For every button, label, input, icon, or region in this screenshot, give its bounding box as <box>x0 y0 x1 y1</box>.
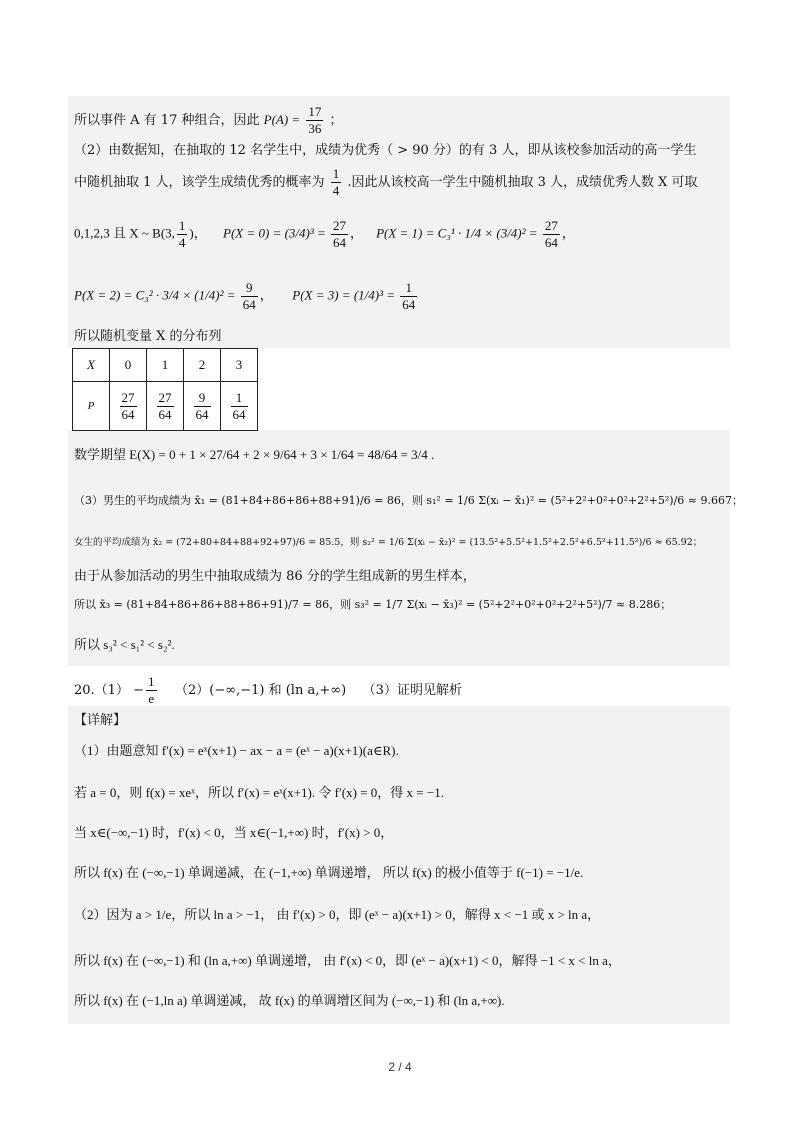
p2-value <box>241 280 258 313</box>
distribution-table <box>72 348 258 431</box>
table-cell <box>184 382 221 431</box>
table-cell: 3 <box>221 349 258 382</box>
p0-value <box>331 218 348 251</box>
text: A 有 17 种组合，因此 <box>130 113 260 128</box>
sec2-line2: 若 a = 0，则 f(x) = xeˣ，所以 f′(x) = eˣ(x+1). 令 f′(x) = 0，得 x = −1. <box>74 785 444 800</box>
denominator: 4 <box>332 183 340 198</box>
sec2-line6: 所以 f(x) 在 (−∞,−1) 和 (ln a,+∞) 单调递增， 由 f′(x) < 0，即 (eˣ − a)(x+1) < 0，解得 −1 < x < ln a， <box>74 953 621 968</box>
sec2-line3: 当 x∈(−∞,−1) 时，f′(x) < 0，当 x∈(−1,+∞) 时，f′(x) > 0， <box>74 825 394 840</box>
numerator: 1 <box>332 166 340 181</box>
table-cell <box>147 382 184 431</box>
part2-line1: （2）由数据知，在抽取的 12 名学生中，成绩为优秀（ > 90 分）的有 3 人，即从该校参加活动的高一学生 <box>74 143 697 158</box>
numerator: 27 <box>158 389 172 405</box>
part3-line3: 由于从参加活动的男生中抽取成绩为 86 分的学生组成新的男生样本， <box>74 569 476 584</box>
detail-heading: 【详解】 <box>74 713 127 728</box>
denominator: 36 <box>308 121 322 136</box>
denominator: 64 <box>158 406 172 422</box>
part2-line2 <box>74 166 698 199</box>
text: )， <box>189 225 207 241</box>
p1-label: P(X = 1) = C₃¹ · 1/4 × (3/4)² = <box>376 225 538 241</box>
part3-line1: （3）男生的平均成绩为 x̄₁ = (81+84+86+86+88+91)/6 = 86，则 s₁² = 1/6 Σ(xᵢ − x̄₁)² = (5²+2²+0²+0²+2²+5²)/6 ≈ 9.667； <box>74 494 743 507</box>
p1-value <box>543 218 560 251</box>
denominator: 64 <box>242 297 256 312</box>
sec2-line7: 所以 f(x) 在 (−1,ln a) 单调递减， 故 f(x) 的单调增区间为 (−∞,−1) 和 (ln a,+∞). <box>74 993 505 1008</box>
answer2: （2）(−∞,−1) 和 (ln a,+∞) <box>175 683 347 698</box>
numerator: 9 <box>194 390 211 407</box>
text: 中随机抽取 1 人，该学生成绩优秀的概率为 <box>74 175 325 190</box>
table-cell <box>110 382 147 431</box>
denominator: 64 <box>402 297 416 312</box>
answer-20-line <box>74 674 462 707</box>
page-number: 2 / 4 <box>388 1060 412 1074</box>
numerator: 17 <box>308 104 322 119</box>
p3-label: P(X = 3) = (1/4)³ = <box>292 287 396 303</box>
table-row <box>73 382 258 431</box>
table-row <box>73 349 258 382</box>
sec2-line4: 所以 f(x) 在 (−∞,−1) 单调递减，在 (−1,+∞) 单调递增， 所以 f(x) 的极小值等于 f(−1) = −1/e. <box>74 865 584 880</box>
part3-line4: 所以 x̄₃ = (81+84+86+86+88+86+91)/7 = 86，则 s₃² = 1/7 Σ(xᵢ − x̄₃)² = (5²+2²+0²+0²+2²+5²)/7 ≈ 8.286； <box>74 598 672 611</box>
denominator: 64 <box>121 406 135 422</box>
part3-line5: 所以 s₃² < s₁² < s₂². <box>74 637 175 652</box>
prob-expr: P(A) = <box>263 112 301 127</box>
table-cell: 0 <box>110 349 147 382</box>
fraction-1-4 <box>331 166 342 199</box>
text: ； <box>329 113 343 128</box>
numerator: 9 <box>241 280 258 297</box>
denominator: 64 <box>333 235 347 250</box>
numerator: 27 <box>544 218 558 233</box>
question-number: 20.（1） <box>74 683 129 698</box>
denominator: 64 <box>544 235 558 250</box>
sec2-line5: （2）因为 a > 1/e，所以 ln a > −1， 由 f′(x) > 0，即 (eˣ − a)(x+1) > 0，解得 x < −1 或 x > ln a， <box>74 907 601 922</box>
sec2-line1: （1）由题意知 f′(x) = eˣ(x+1) − ax − a = (eˣ − a)(x+1)(a∈R). <box>74 743 399 758</box>
numerator: 27 <box>333 218 347 233</box>
denominator: 64 <box>232 406 246 422</box>
p3-value <box>400 280 417 313</box>
text: .因此从该校高一学生中随机抽取 3 人，成绩优秀人数 X 可取 <box>347 175 698 190</box>
p0-label: P(X = 0) = (3/4)³ = <box>223 225 326 241</box>
denominator: e <box>148 691 155 706</box>
table-cell: P <box>73 382 110 431</box>
distribution-title: 所以随机变量 X 的分布列 <box>74 329 222 344</box>
fraction-1-4b <box>177 218 188 251</box>
denominator: 4 <box>178 235 186 250</box>
answer1-fraction <box>146 674 157 707</box>
table-cell: 2 <box>184 349 221 382</box>
text: 所以事件 <box>74 113 127 128</box>
numerator: 27 <box>121 389 135 405</box>
answer3: （3）证明见解析 <box>362 683 462 698</box>
numerator: 1 <box>400 280 417 297</box>
fraction-17-36 <box>306 104 323 137</box>
expectation-line: 数学期望 E(X) = 0 + 1 × 27/64 + 2 × 9/64 + 3 × 1/64 = 48/64 = 3/4 . <box>74 447 435 462</box>
p2-label: P(X = 2) = C₃² · 3/4 × (1/4)² = <box>74 287 236 303</box>
table-cell <box>221 382 258 431</box>
table-cell: 1 <box>147 349 184 382</box>
part3-line2: 女生的平均成绩为 x̄₂ = (72+80+84+88+92+97)/6 = 85.5，则 s₂² = 1/6 Σ(xᵢ − x̄₂)² = (13.5²+5.5²+1.5²+2.5²+6.5²+11.5²)/6 ≈ 65.92； <box>74 537 703 548</box>
event-a-line <box>74 104 342 137</box>
numerator: 1 <box>178 218 186 233</box>
p2-p3-line: P(X = 2) = C₃² · 3/4 × (1/4)² = $\frac{9}{64}$ ， P(X = 3) = (1/4)³ = $\frac{1}{64}$ <box>74 280 416 312</box>
text: 0,1,2,3 且 X ~ B(3, <box>74 225 175 241</box>
table-cell: X <box>73 349 110 382</box>
numerator: 1 <box>231 390 248 407</box>
minus-sign: − <box>133 683 144 698</box>
binomial-line: 0,1,2,3 且 X ~ B(3, $\frac{1}{4}$ )， P(X = 0) = (3/4)³ = $\frac{27}{64}$ ， P(X = 1) = C₃¹ · 1/4 × (3/4)² = $\frac{27}{64}$ ， <box>74 218 575 250</box>
denominator: 64 <box>195 406 209 422</box>
numerator: 1 <box>148 674 155 689</box>
